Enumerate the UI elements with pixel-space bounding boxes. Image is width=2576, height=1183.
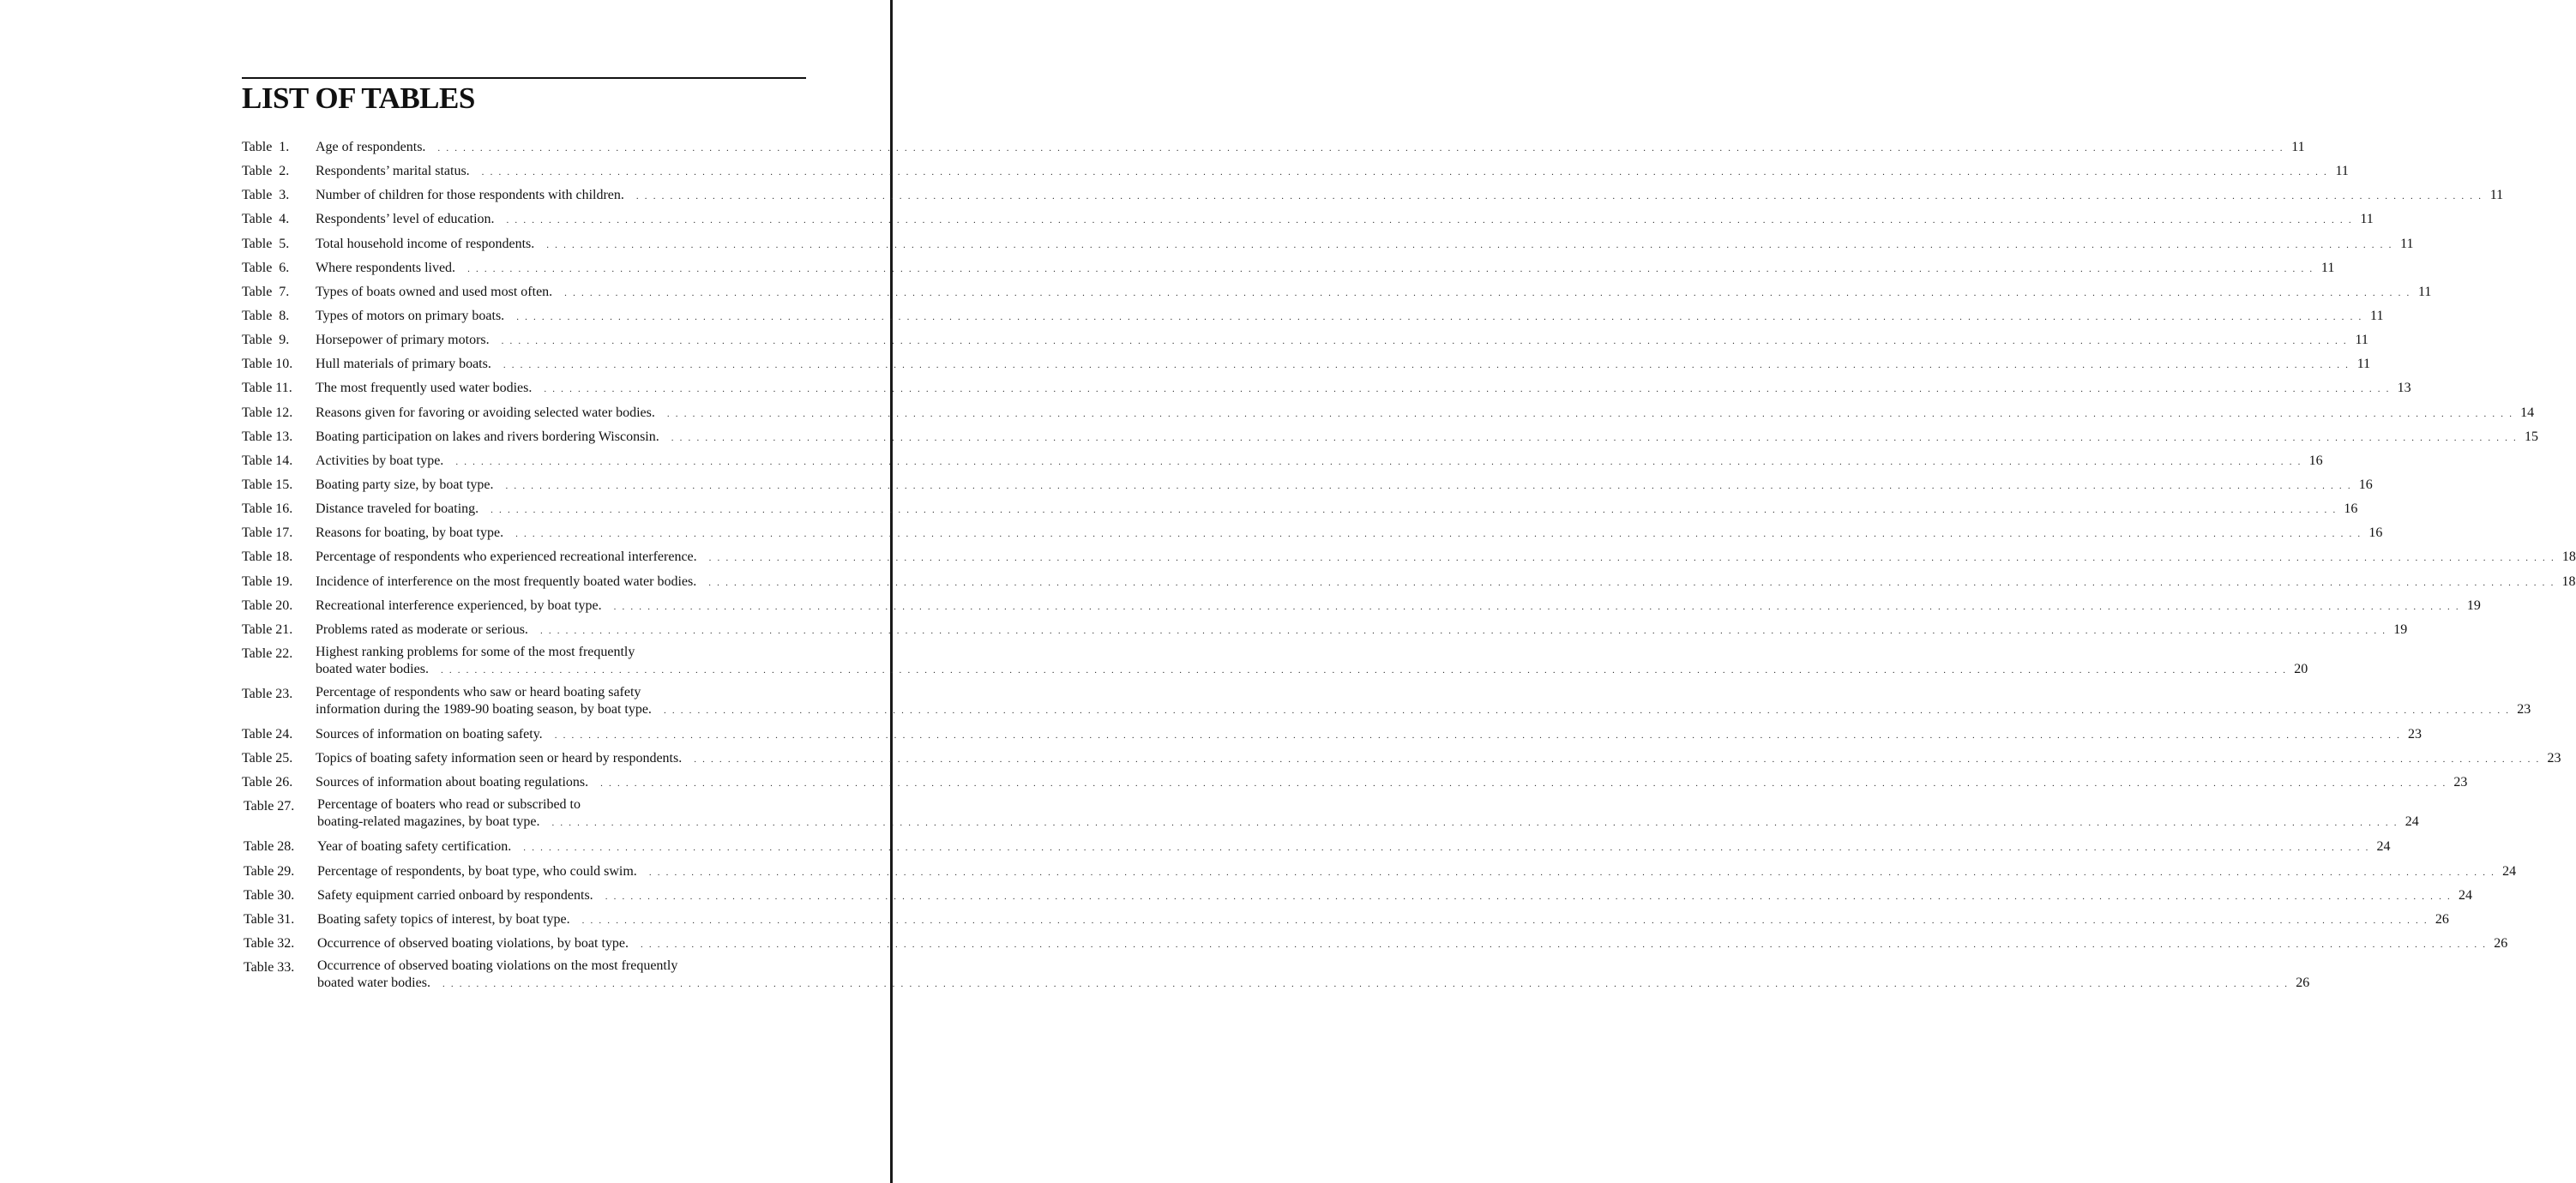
toc-entry <box>242 258 2335 282</box>
page-number: 24 <box>2458 887 2472 903</box>
table-number: Table 24. <box>242 726 293 742</box>
table-title: Year of boating safety certification. <box>317 839 512 855</box>
table-number: Table 6. <box>242 260 290 275</box>
table-number: Table 22. <box>242 646 293 661</box>
dot-leader <box>664 702 2510 719</box>
table-number: Table 3. <box>242 188 290 203</box>
dot-leader <box>441 662 2287 679</box>
dot-leader <box>636 186 2483 207</box>
toc-entry <box>242 796 2419 837</box>
table-number: Table 16. <box>242 501 293 517</box>
toc-entry <box>242 403 2535 427</box>
page-number: 19 <box>2393 622 2408 637</box>
toc-entry <box>242 958 2310 998</box>
toc-entry <box>242 620 2408 644</box>
table-title: Types of motors on primary boats. <box>316 308 505 323</box>
table-number: Table 17. <box>242 525 293 541</box>
dot-leader <box>709 548 2555 568</box>
table-number: Table 21. <box>242 622 293 637</box>
table-number: Table 14. <box>242 453 293 468</box>
toc-entry <box>242 499 2358 523</box>
table-title: Sources of information on boating safety. <box>316 726 543 742</box>
page-number: 18 <box>2561 573 2576 589</box>
dot-leader <box>516 307 2362 327</box>
table-number: Table 13. <box>242 429 293 444</box>
table-title: boated water bodies. <box>316 661 429 676</box>
toc-entry <box>242 330 2368 354</box>
table-number: Table 5. <box>242 236 290 251</box>
table-number: Table 7. <box>242 284 290 299</box>
table-number: Table 1. <box>242 140 290 154</box>
table-title: Reasons for boating, by boat type. <box>316 525 504 541</box>
table-number: Table 20. <box>242 598 293 613</box>
table-title: Number of children for those respondents with children. <box>316 188 624 203</box>
table-title-line1: Highest ranking problems for some of the most frequently <box>316 644 635 659</box>
page-number: 16 <box>2368 525 2383 541</box>
table-number: Table 8. <box>242 308 290 323</box>
dot-leader <box>614 597 2460 617</box>
table-title-line1: Occurrence of observed boating violations on the most frequently <box>317 958 678 974</box>
page-number: 26 <box>2494 935 2508 951</box>
table-title: Percentage of respondents, by boat type, who could swim. <box>317 863 637 879</box>
table-title: Reasons given for favoring or avoiding selected water bodies. <box>316 405 655 420</box>
table-number: Table 9. <box>242 333 290 348</box>
table-title: Safety equipment carried onboard by respondents. <box>317 887 593 903</box>
page-number: 11 <box>2355 333 2368 348</box>
toc-entry <box>242 354 2371 378</box>
table-title: Age of respondents. <box>316 140 426 154</box>
page-number: 26 <box>2296 976 2310 991</box>
page-number: 13 <box>2397 381 2411 396</box>
dot-leader <box>671 428 2518 448</box>
table-number: Table 26. <box>242 775 293 790</box>
table-number: Table 18. <box>242 549 293 565</box>
page-number: 24 <box>2502 863 2517 879</box>
table-title: Where respondents lived. <box>316 260 456 275</box>
page-number: 23 <box>2407 726 2422 742</box>
toc-entry <box>242 378 2411 402</box>
toc-entry <box>242 572 2576 596</box>
dot-leader <box>544 379 2390 399</box>
table-title: Problems rated as moderate or serious. <box>316 622 528 637</box>
page-number: 11 <box>2370 308 2384 323</box>
dot-leader <box>582 910 2429 931</box>
table-title: Total household income of respondents. <box>316 236 535 251</box>
table-title: Respondents’ level of education. <box>316 212 495 227</box>
toc-entry <box>242 523 2383 547</box>
dot-leader <box>605 886 2452 907</box>
dot-leader <box>564 283 2410 303</box>
heading-rule <box>242 77 806 79</box>
page-number: 11 <box>2418 284 2432 299</box>
page-number: 24 <box>2376 839 2391 855</box>
toc-entry <box>242 547 2576 571</box>
dot-leader <box>507 210 2353 231</box>
table-title: Recreational interference experienced, by boat type. <box>316 598 602 613</box>
table-title: Occurrence of observed boating violations, by boat type. <box>317 935 629 951</box>
dot-leader <box>600 773 2447 794</box>
table-title: Types of boats owned and used most often. <box>316 284 553 299</box>
table-number: Table 32. <box>244 935 295 951</box>
page-number: 15 <box>2525 429 2538 444</box>
page-title: LIST OF TABLES <box>242 81 475 115</box>
dot-leader <box>649 862 2495 883</box>
toc-entry <box>242 234 2414 258</box>
table-title: The most frequently used water bodies. <box>316 381 533 396</box>
table-title: Activities by boat type. <box>316 453 444 468</box>
dot-leader <box>540 621 2386 641</box>
table-number: Table 2. <box>242 164 290 179</box>
page-number: 20 <box>2294 661 2308 676</box>
page-number: 11 <box>2356 357 2371 372</box>
page-number: 11 <box>2291 140 2305 154</box>
dot-leader <box>694 749 2540 770</box>
toc-entry <box>242 209 2374 233</box>
table-number: Table 33. <box>244 960 295 976</box>
table-number: Table 27. <box>244 799 295 814</box>
dot-leader <box>708 573 2555 593</box>
dot-leader <box>515 524 2362 544</box>
toc-entry <box>242 724 2422 748</box>
page-number: 11 <box>2360 212 2374 227</box>
toc-entry <box>242 886 2472 910</box>
table-number: Table 31. <box>244 911 295 927</box>
table-title: Distance traveled for boating. <box>316 501 479 517</box>
dot-leader <box>555 725 2401 746</box>
table-title: Percentage of respondents who experienced recreational interference. <box>316 549 697 565</box>
table-number: Table 19. <box>242 573 293 589</box>
table-number: Table 15. <box>242 477 293 492</box>
page-number: 19 <box>2466 598 2481 613</box>
toc-entry <box>242 910 2449 934</box>
table-title-line1: Percentage of respondents who saw or heard boating safety <box>316 684 641 700</box>
page-number: 18 <box>2561 549 2576 565</box>
page-number: 23 <box>2453 775 2468 790</box>
table-number: Table 29. <box>244 863 295 879</box>
table-number: Table 25. <box>242 751 293 766</box>
table-number: Table 10. <box>242 357 293 372</box>
toc-entry <box>242 934 2508 958</box>
toc-entry <box>242 748 2561 772</box>
toc-entry <box>242 451 2323 475</box>
toc-entry <box>242 772 2468 796</box>
toc-entry <box>242 837 2391 861</box>
page-number: 11 <box>2320 260 2335 275</box>
table-title: Horsepower of primary motors. <box>316 333 490 348</box>
dot-leader <box>482 162 2328 183</box>
page-number: 23 <box>2547 751 2561 766</box>
table-title: Boating participation on lakes and rivers bordering Wisconsin. <box>316 429 659 444</box>
toc-entry <box>242 161 2349 185</box>
table-title: Respondents’ marital status. <box>316 164 470 179</box>
table-number: Table 4. <box>242 212 290 227</box>
table-title: boating-related magazines, by boat type. <box>317 814 540 830</box>
table-number: Table 11. <box>242 381 292 396</box>
page-number: 11 <box>2400 236 2414 251</box>
table-title: Incidence of interference on the most frequently boated water bodies. <box>316 573 697 589</box>
table-title-line1: Percentage of boaters who read or subscribed to <box>317 797 581 813</box>
dot-leader <box>523 838 2369 858</box>
dot-leader <box>467 259 2314 279</box>
table-title: information during the 1989-90 boating season, by boat type. <box>316 701 652 717</box>
page-number: 16 <box>2344 501 2358 517</box>
table-number: Table 30. <box>244 887 295 903</box>
page-number: 24 <box>2404 814 2419 830</box>
page-number: 11 <box>2335 164 2349 179</box>
dot-leader <box>455 452 2302 472</box>
table-title: Boating safety topics of interest, by boat type. <box>317 911 570 927</box>
table-title: Boating party size, by boat type. <box>316 477 494 492</box>
dot-leader <box>667 404 2513 424</box>
toc-entry <box>242 185 2504 209</box>
dot-leader <box>491 500 2337 520</box>
page-number: 16 <box>2358 477 2373 492</box>
toc-entry <box>242 862 2517 886</box>
dot-leader <box>641 934 2487 955</box>
table-number: Table 23. <box>242 686 293 701</box>
dot-leader <box>502 331 2348 351</box>
page-number: 26 <box>2435 911 2449 927</box>
page-number: 11 <box>2489 188 2504 203</box>
toc-entry <box>242 596 2481 620</box>
toc-entry <box>242 282 2432 306</box>
table-number: Table 28. <box>244 839 295 855</box>
dot-leader <box>546 235 2392 255</box>
dot-leader <box>551 814 2398 832</box>
toc-entry <box>242 306 2384 330</box>
table-number: Table 12. <box>242 405 293 420</box>
table-title: Hull materials of primary boats. <box>316 357 491 372</box>
toc-entry <box>242 644 2308 684</box>
table-title: Sources of information about boating regulations. <box>316 775 589 790</box>
toc-entry <box>242 427 2538 451</box>
toc-entry <box>242 137 2305 161</box>
table-list <box>242 137 2576 998</box>
page-number: 23 <box>2517 701 2531 717</box>
toc-entry <box>242 684 2531 724</box>
dot-leader <box>442 976 2289 993</box>
dot-leader <box>437 138 2284 159</box>
table-title: boated water bodies. <box>317 976 430 991</box>
dot-leader <box>503 355 2350 375</box>
table-title: Topics of boating safety information seen or heard by respondents. <box>316 751 683 766</box>
page-number: 14 <box>2520 405 2535 420</box>
toc-entry <box>242 475 2373 499</box>
dot-leader <box>506 476 2352 496</box>
page-number: 16 <box>2308 453 2323 468</box>
